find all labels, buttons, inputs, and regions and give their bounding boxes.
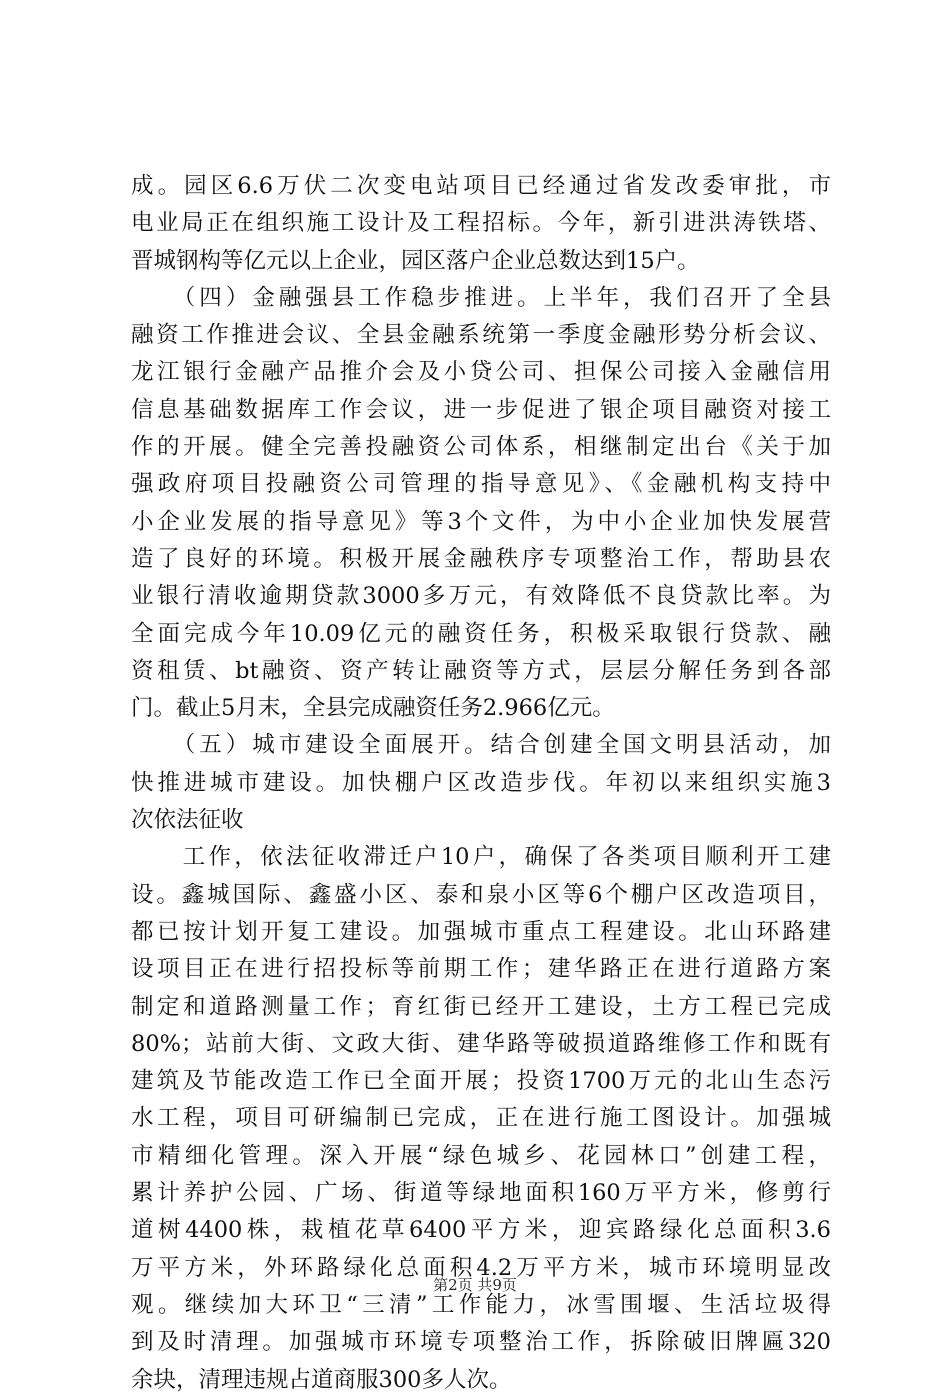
text-line: 80%；站前大街、文政大街、建华路等破损道路维修工作和既有 (131, 1030, 831, 1057)
text-line: 成。园区6.6万伏二次变电站项目已经通过省发改委审批，市 (131, 173, 831, 199)
text-line: 信息基础数据库工作会议，进一步促进了银企项目融资对接工 (131, 396, 831, 423)
text-line: 全面完成今年10.09亿元的融资任务，积极采取银行贷款、融 (131, 620, 831, 647)
text-line: 小企业发展的指导意见》等3个文件，为中小企业加快发展营 (131, 508, 831, 535)
text-line: 次依法征收 (131, 807, 244, 834)
text-line: 累计养护公园、广场、街道等绿地面积160万平方米，修剪行 (131, 1180, 831, 1207)
text-line: 观。继续加大环卫“三清”工作能力，冰雪围堰、生活垃圾得 (131, 1291, 831, 1318)
text-line: 道树4400株，栽植花草6400平方米，迎宾路绿化总面积3.6 (131, 1217, 831, 1244)
text-line: 作的开展。健全完善投融资公司体系，相继制定出台《关于加 (131, 434, 831, 461)
document-body (131, 168, 831, 1399)
text-line: 建筑及节能改造工作已全面开展；投资1700万元的北山生态污 (131, 1068, 831, 1095)
page-number-footer: 第2页 共9页 (433, 1276, 517, 1294)
text-line: 设项目正在进行招投标等前期工作；建华路正在进行道路方案 (131, 956, 831, 983)
text-line: 市精细化管理。深入开展“绿色城乡、花园林口”创建工程， (131, 1142, 831, 1169)
text-line: 龙江银行金融产品推介会及小贷公司、担保公司接入金融信用 (131, 359, 831, 386)
text-line: 业银行清收逾期贷款3000多万元，有效降低不良贷款比率。为 (131, 583, 831, 610)
text-line: 强政府项目投融资公司管理的指导意见》、《金融机构支持中 (131, 471, 831, 498)
text-line: 快推进城市建设。加快棚户区改造步伐。年初以来组织实施3 (131, 769, 831, 796)
text-line: （四）金融强县工作稳步推进。上半年，我们召开了全县 (131, 284, 831, 311)
text-line: 晋城钢构等亿元以上企业，园区落户企业总数达到15户。 (131, 247, 700, 274)
text-line: 水工程，项目可研编制已完成，正在进行施工图设计。加强城 (131, 1105, 831, 1132)
text-line: 都已按计划开复工建设。加强城市重点工程建设。北山环路建 (131, 918, 831, 945)
text-line: 造了良好的环境。积极开展金融秩序专项整治工作，帮助县农 (131, 545, 831, 572)
text-line: 门。截止5月末，全县完成融资任务2.966亿元。 (131, 695, 615, 722)
text-line: 设。鑫城国际、鑫盛小区、泰和泉小区等6个棚户区改造项目， (131, 881, 831, 908)
text-line: 余块，清理违规占道商服300多人次。 (131, 1366, 512, 1393)
text-line: 到及时清理。加强城市环境专项整治工作，拆除破旧牌匾320 (131, 1329, 831, 1356)
text-line: 资租赁、bt融资、资产转让融资等方式，层层分解任务到各部 (131, 657, 831, 684)
text-line: 万平方米，外环路绿化总面积4.2万平方米，城市环境明显改 (131, 1254, 831, 1281)
text-line: 工作，依法征收滞迁户10户，确保了各类项目顺利开工建 (131, 844, 831, 871)
text-line: 融资工作推进会议、全县金融系统第一季度金融形势分析会议、 (131, 322, 831, 349)
text-line: 电业局正在组织施工设计及工程招标。今年，新引进洪涛铁塔、 (131, 210, 831, 237)
text-line: （五）城市建设全面展开。结合创建全国文明县活动，加 (131, 732, 831, 759)
text-line: 制定和道路测量工作；育红街已经开工建设，土方工程已完成 (131, 993, 831, 1020)
